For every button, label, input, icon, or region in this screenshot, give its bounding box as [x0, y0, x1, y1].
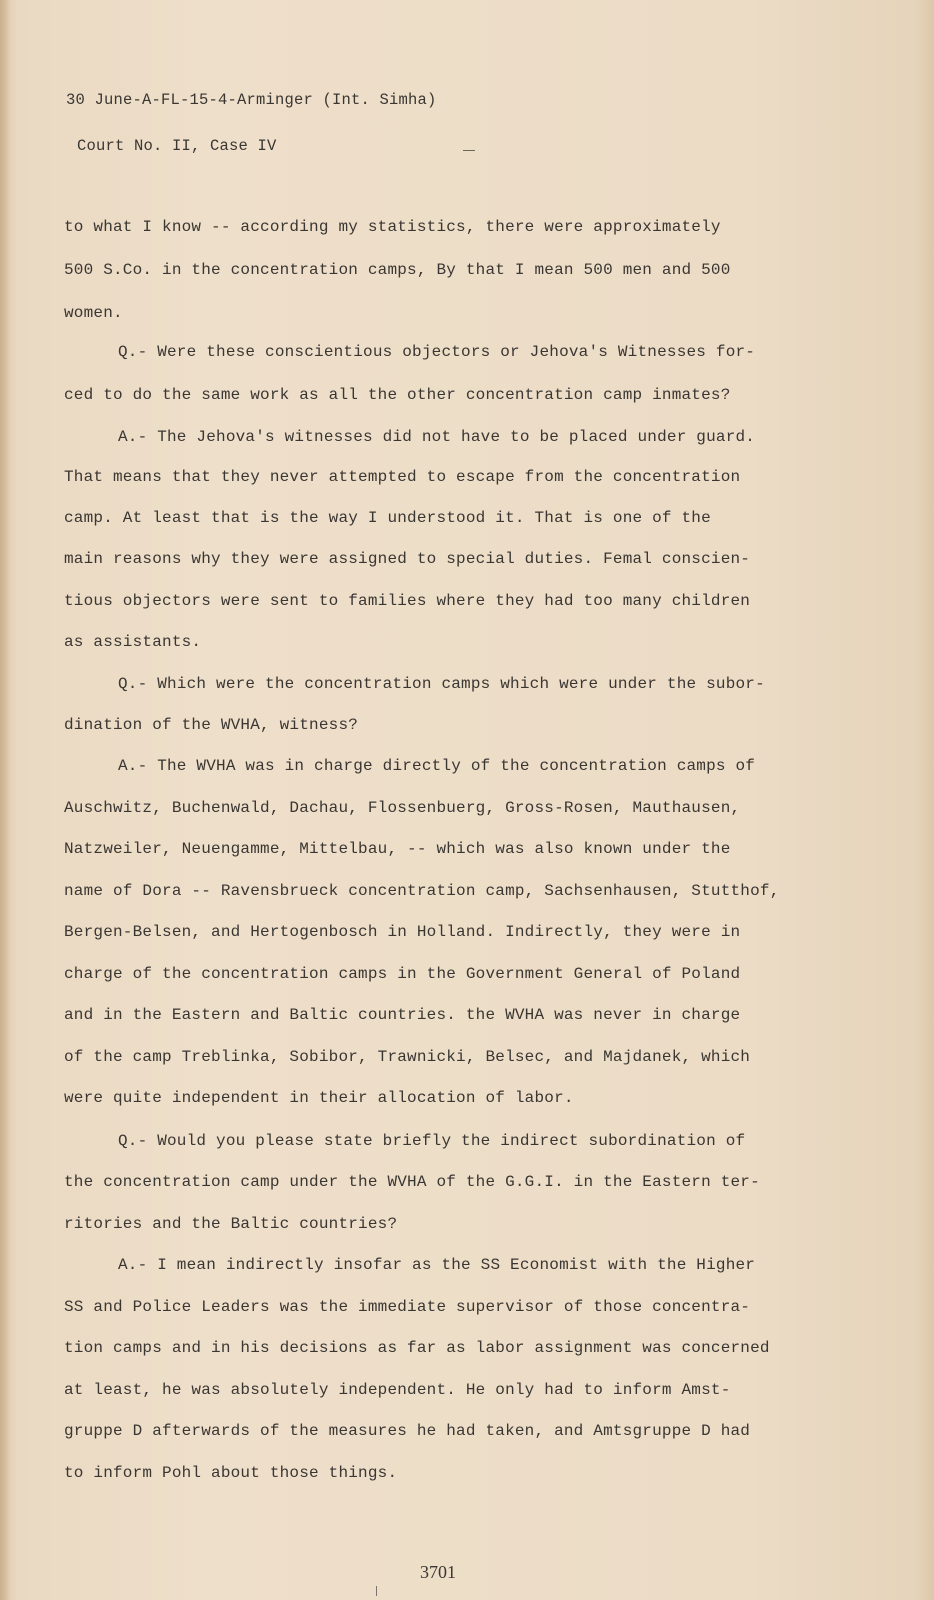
question-line: Q.- Which were the concentration camps which were under the subor- — [118, 675, 765, 693]
text-line: charge of the concentration camps in the Government General of Poland — [64, 965, 741, 983]
text-line: ritories and the Baltic countries? — [64, 1215, 398, 1233]
text-line: the concentration camp under the WVHA of the G.G.I. in the Eastern ter- — [64, 1173, 760, 1191]
text-line: name of Dora -- Ravensbrueck concentration camp, Sachsenhausen, Stutthof, — [64, 882, 780, 900]
text-line: Auschwitz, Buchenwald, Dachau, Flossenbuerg, Gross-Rosen, Mauthausen, — [64, 799, 741, 817]
text-line: to what I know -- according my statistics, there were approximately — [64, 218, 721, 236]
header-reference: 30 June-A-FL-15-4-Arminger (Int. Simha) — [66, 91, 437, 109]
answer-line: A.- I mean indirectly insofar as the SS Economist with the Higher — [118, 1256, 756, 1274]
text-line: were quite independent in their allocation of labor. — [64, 1089, 574, 1107]
text-line: SS and Police Leaders was the immediate supervisor of those concentra- — [64, 1298, 751, 1316]
text-line: 500 S.Co. in the concentration camps, By that I mean 500 men and 500 — [64, 261, 731, 279]
stray-dash-mark — [463, 150, 475, 151]
text-line: gruppe D afterwards of the measures he had taken, and Amtsgruppe D had — [64, 1422, 751, 1440]
paper-edge-shadow — [0, 0, 10, 1600]
question-line: Q.- Were these conscientious objectors or Jehova's Witnesses for- — [118, 343, 756, 361]
header-court-case: Court No. II, Case IV — [77, 137, 277, 155]
text-line: and in the Eastern and Baltic countries. the WVHA was never in charge — [64, 1006, 741, 1024]
text-line: tion camps and in his decisions as far as labor assignment was concerned — [64, 1339, 770, 1357]
text-line: Bergen-Belsen, and Hertogenbosch in Holland. Indirectly, they were in — [64, 923, 741, 941]
text-line: camp. At least that is the way I understood it. That is one of the — [64, 509, 711, 527]
text-line: ced to do the same work as all the other concentration camp inmates? — [64, 386, 731, 404]
text-line: main reasons why they were assigned to special duties. Femal conscien- — [64, 550, 751, 568]
text-line: women. — [64, 304, 123, 322]
text-line: of the camp Treblinka, Sobibor, Trawnicki, Belsec, and Majdanek, which — [64, 1048, 751, 1066]
answer-line: A.- The Jehova's witnesses did not have to be placed under guard. — [118, 428, 756, 446]
text-line: That means that they never attempted to escape from the concentration — [64, 468, 741, 486]
text-line: to inform Pohl about those things. — [64, 1464, 398, 1482]
text-line: at least, he was absolutely independent. He only had to inform Amst- — [64, 1381, 731, 1399]
page-number: 3701 — [420, 1562, 456, 1582]
text-line: tious objectors were sent to families where they had too many children — [64, 592, 751, 610]
stray-tick-mark — [376, 1586, 377, 1596]
question-line: Q.- Would you please state briefly the indirect subordination of — [118, 1132, 746, 1150]
text-line: as assistants. — [64, 633, 202, 651]
answer-line: A.- The WVHA was in charge directly of the concentration camps of — [118, 757, 756, 775]
text-line: dination of the WVHA, witness? — [64, 716, 359, 734]
text-line: Natzweiler, Neuengamme, Mittelbau, -- which was also known under the — [64, 840, 731, 858]
